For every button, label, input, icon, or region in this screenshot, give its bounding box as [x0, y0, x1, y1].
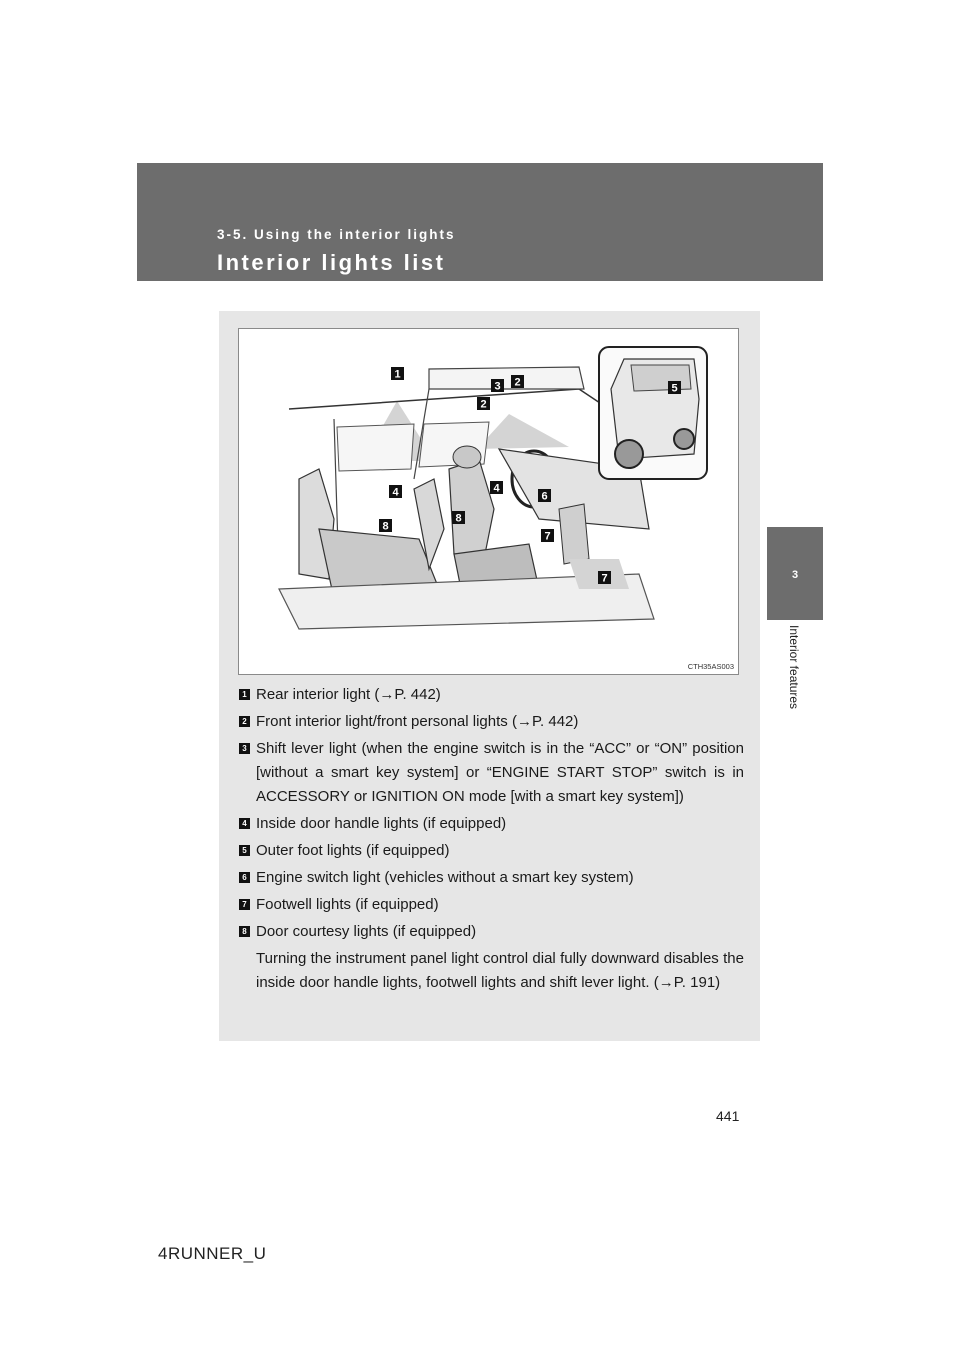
callout-2-label: 2 [480, 398, 487, 411]
list-item [239, 839, 744, 863]
item-number-badge: 8 [239, 926, 250, 937]
exterior-rear-wheel [674, 429, 694, 449]
windshield [429, 367, 584, 389]
exterior-front-wheel [615, 440, 643, 468]
headrest [453, 446, 481, 468]
callout-8b-label: 8 [455, 512, 462, 525]
callout-6-label: 6 [541, 490, 548, 503]
item-number-badge: 2 [239, 716, 250, 727]
chapter-number: 3 [791, 569, 799, 581]
chapter-tab [767, 527, 823, 620]
callout-3-label: 3 [494, 380, 501, 393]
list-item [239, 920, 744, 944]
list-item [239, 683, 744, 707]
callout-7b-label: 7 [601, 572, 608, 585]
item-text: Door courtesy lights (if equipped) [256, 923, 477, 940]
chapter-side-label [767, 625, 823, 735]
model-code: 4RUNNER_U [158, 1244, 267, 1263]
exterior-vehicle-window [631, 365, 691, 391]
callout-1-label: 1 [394, 368, 401, 381]
item-number-badge: 1 [239, 689, 250, 700]
item-text: Inside door handle lights (if equipped) [256, 815, 507, 832]
driver-seat-back [449, 459, 494, 559]
rear-window [337, 424, 414, 471]
front-light-cone [477, 414, 569, 449]
chapter-label-text: Interior features [787, 625, 801, 710]
callout-2b-label: 2 [514, 376, 521, 389]
callout-7-label: 7 [544, 530, 551, 543]
item-text: Outer foot lights (if equipped) [256, 842, 450, 859]
section-label: 3-5. Using the interior lights [217, 227, 456, 242]
content-box [219, 311, 760, 1041]
list-item [239, 737, 744, 809]
item-text: Front interior light/front personal lights (→P. 442) [256, 713, 579, 730]
item-text: Engine switch light (vehicles without a smart key system) [256, 869, 634, 886]
callout-8-label: 8 [382, 520, 389, 533]
chapter-header [137, 163, 823, 281]
callout-4-label: 4 [392, 486, 399, 499]
center-console [559, 504, 589, 564]
item-text: Shift lever light (when the engine switch is in the “ACC” or “ON” position [without a smart key system] or “ENGINE START STOP” switch is in ACCESSORY or IGNITION ON mode [with a smart key system]) [256, 740, 744, 805]
lights-list [239, 683, 744, 995]
item-number-badge: 6 [239, 872, 250, 883]
item-text: Footwell lights (if equipped) [256, 896, 439, 913]
list-item [239, 866, 744, 890]
page-number: 441 [716, 1108, 740, 1124]
item-number-badge: 5 [239, 845, 250, 856]
roof-line [289, 389, 609, 409]
item-number-badge: 4 [239, 818, 250, 829]
note-text: Turning the instrument panel light control dial fully downward disables the inside door handle lights, footwell lights and shift lever light. (→P. 191) [256, 950, 744, 991]
page-title: Interior lights list [217, 250, 446, 275]
callout-4b-label: 4 [493, 482, 500, 495]
interior-drawing [239, 329, 738, 674]
list-item [239, 812, 744, 836]
list-item [239, 710, 744, 734]
item-number-badge: 3 [239, 743, 250, 754]
item-number-badge: 7 [239, 899, 250, 910]
vehicle-interior-illustration [238, 328, 739, 675]
callout-5-label: 5 [671, 382, 678, 395]
list-item [239, 893, 744, 917]
item-text: Rear interior light (→P. 442) [256, 686, 441, 703]
image-code: CTH35AS003 [687, 662, 734, 671]
